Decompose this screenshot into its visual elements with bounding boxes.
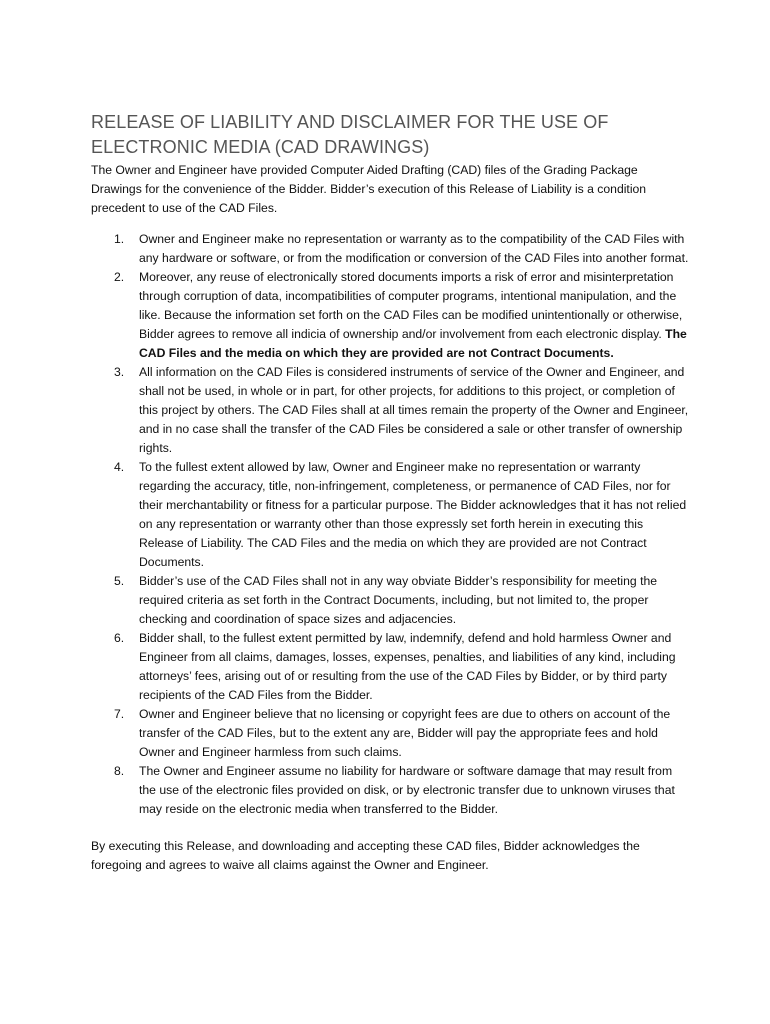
list-item-number: 8. xyxy=(114,764,125,778)
list-item-number: 5. xyxy=(114,574,125,588)
list-item xyxy=(91,705,691,762)
list-item-number: 2. xyxy=(114,270,125,284)
document-title: RELEASE OF LIABILITY AND DISCLAIMER FOR THE USE OF ELECTRONIC MEDIA (CAD DRAWINGS) xyxy=(91,112,609,157)
list-item-number: 1. xyxy=(114,232,125,246)
list-item xyxy=(91,230,691,268)
list-item-text: Owner and Engineer believe that no licensing or copyright fees are due to others on account of the transfer of the CAD Files, but to the extent any are, Bidder will pay the appropriate fees and hold Owner and Engineer harmless from such claims. xyxy=(139,707,671,759)
list-item-text xyxy=(139,270,687,360)
list-item xyxy=(91,629,691,705)
list-item-text-body: Moreover, any reuse of electronically stored documents imports a risk of error and misinterpretation through corruption of data, incompatibilities of computer programs, intentional manipulation, and the like. Because the information set forth on the CAD Files can be modified unintentionally or otherwise, Bidder agrees to remove all indicia of ownership and/or involvement from each electronic display. xyxy=(139,270,683,341)
document-page xyxy=(91,110,691,875)
list-item-number: 4. xyxy=(114,460,125,474)
list-item xyxy=(91,268,691,363)
list-item-number: 6. xyxy=(114,631,125,645)
terms-list xyxy=(91,230,691,819)
list-item-text: Owner and Engineer make no representation or warranty as to the compatibility of the CAD Files with any hardware or software, or from the modification or conversion of the CAD Files into another format. xyxy=(139,232,689,265)
list-item-text: Bidder shall, to the fullest extent permitted by law, indemnify, defend and hold harmless Owner and Engineer from all claims, damages, losses, expenses, penalties, and liabilities of any kind, including attorneys’ fees, arising out of or resulting from the use of the CAD Files by Bidder, or by third party recipients of the CAD Files from the Bidder. xyxy=(139,631,676,702)
list-item-text: Bidder’s use of the CAD Files shall not in any way obviate Bidder’s responsibility for meeting the required criteria as set forth in the Contract Documents, including, but not limited to, the proper checking and coordination of space sizes and adjacencies. xyxy=(139,574,658,626)
list-item xyxy=(91,572,691,629)
list-item-number: 7. xyxy=(114,707,125,721)
list-item-number: 3. xyxy=(114,365,125,379)
list-item-text: To the fullest extent allowed by law, Owner and Engineer make no representation or warranty regarding the accuracy, title, non-infringement, completeness, or permanence of CAD Files, nor for their merchantability or fitness for a particular purpose. The Bidder acknowledges that it has not relied on any representation or warranty other than those expressly set forth herein in executing this Release of Liability. The CAD Files and the media on which they are provided are not Contract Documents. xyxy=(139,460,687,569)
list-item xyxy=(91,363,691,458)
list-item-text: The Owner and Engineer assume no liability for hardware or software damage that may result from the use of the electronic files provided on disk, or by electronic transfer due to unknown viruses that may reside on the electronic media when transferred to the Bidder. xyxy=(139,764,675,816)
list-item-bold-statement: The CAD Files and the media on which they are provided are not Contract Documents. xyxy=(139,327,687,360)
list-item xyxy=(91,762,691,819)
list-item xyxy=(91,458,691,572)
closing-paragraph: By executing this Release, and downloading and accepting these CAD files, Bidder acknowledges the foregoing and agrees to waive all claims against the Owner and Engineer. xyxy=(91,839,640,872)
list-item-text: All information on the CAD Files is considered instruments of service of the Owner and Engineer, and shall not be used, in whole or in part, for other projects, for additions to this project, or completion of this project by others. The CAD Files shall at all times remain the property of the Owner and Engineer, and in no case shall the transfer of the CAD Files be considered a sale or other transfer of ownership rights. xyxy=(139,365,689,455)
intro-paragraph: The Owner and Engineer have provided Computer Aided Drafting (CAD) files of the Grading Package Drawings for the convenience of the Bidder. Bidder’s execution of this Release of Liability is a condition precedent to use of the CAD Files. xyxy=(91,163,647,215)
